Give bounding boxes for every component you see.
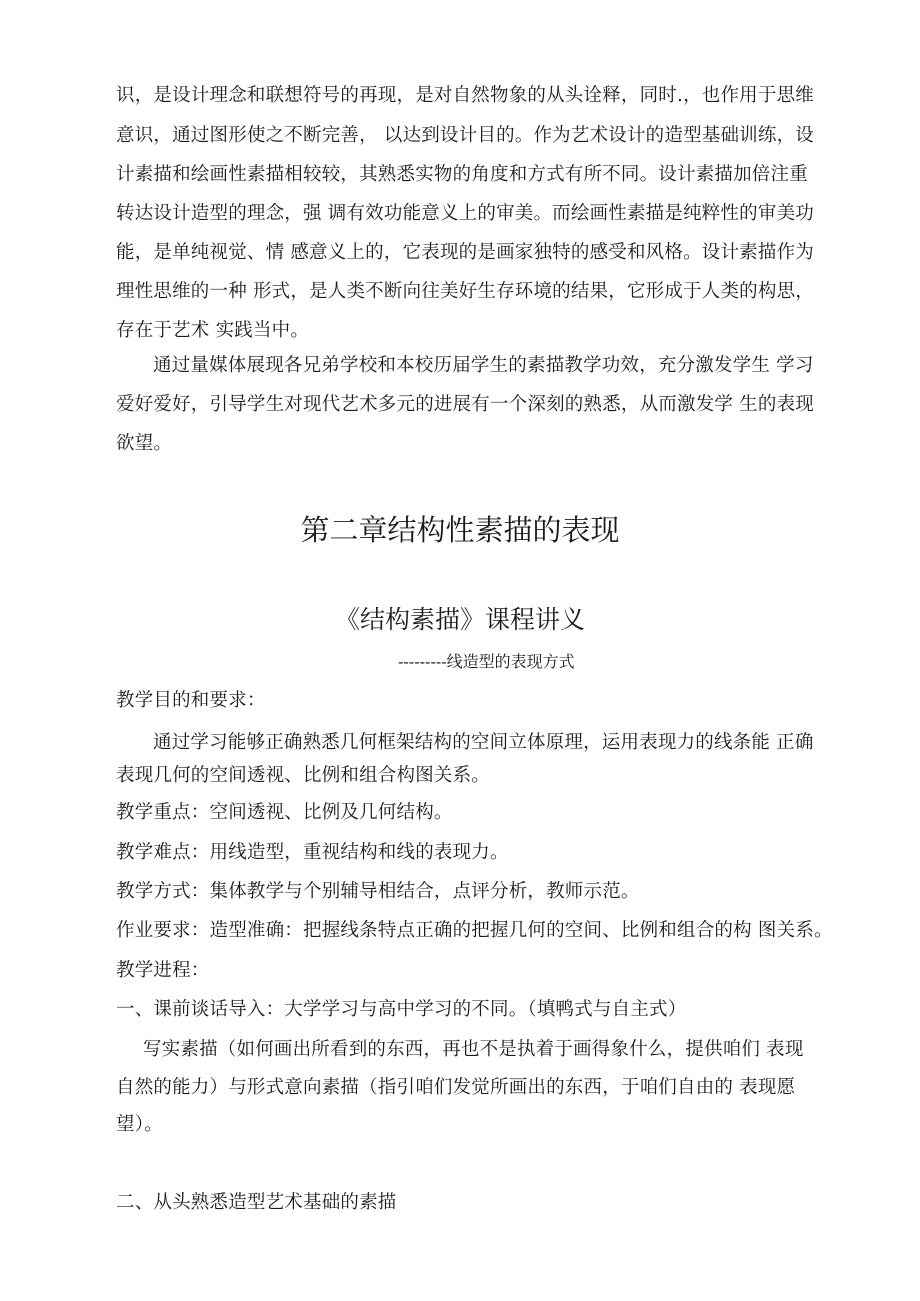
difficulties-line: 教学难点：用线造型，重视结构和线的表现力。 xyxy=(116,842,509,863)
intro-line-2: 意识，通过图形使之不断完善， 以达到设计目的。作为艺术设计的造型基础训练，设 xyxy=(116,125,814,146)
teaching-method-line: 教学方式：集体教学与个别辅导相结合，点评分析，教师示范。 xyxy=(116,881,640,902)
intro-line-9: 爱好爱好，引导学生对现代艺术多元的进展有一个深刻的熟悉，从而激发学 生的表现 xyxy=(116,394,814,415)
assignment-requirements-line: 作业要求：造型准确：把握线条特点正确的把握几何的空间、比例和组合的构 图关系。 xyxy=(116,920,833,941)
section-one-heading: 一、课前谈话导入：大学学习与高中学习的不同。（填鸭式与自主式） xyxy=(116,999,687,1020)
goals-line-1: 通过学习能够正确熟悉几何框架结构的空间立体原理，运用表现力的线条能 正确 xyxy=(153,732,814,753)
section-one-line-3: 望）。 xyxy=(116,1114,163,1135)
intro-line-10: 欲望。 xyxy=(116,433,173,454)
teaching-process-heading: 教学进程： xyxy=(116,960,210,981)
intro-line-8: 通过量媒体展现各兄弟学校和本校历届学生的素描教学功效，充分激发学生 学习 xyxy=(153,355,814,376)
course-subtitle: ---------线造型的表现方式 xyxy=(398,652,575,671)
intro-line-7: 存在于艺术 实践当中。 xyxy=(116,320,310,341)
intro-line-3: 计素描和绘画性素描相较较，其熟悉实物的角度和方式有所不同。设计素描加倍注重 xyxy=(116,164,808,185)
section-one-line-1: 写实素描（如何画出所看到的东西，再也不是执着于画得象什么，提供咱们 表现 xyxy=(143,1039,804,1060)
intro-line-6: 理性思维的一种 形式，是人类不断向往美好生存环境的结果，它形成于人类的构思， xyxy=(116,281,814,302)
chapter-title: 第二章结构性素描的表现 xyxy=(300,513,620,547)
section-one-line-2: 自然的能力）与形式意向素描（指引咱们发觉所画出的东西，于咱们自由的 表现愿 xyxy=(116,1077,796,1098)
course-title: 《结构素描》课程讲义 xyxy=(334,605,585,634)
section-two-heading: 二、从头熟悉造型艺术基础的素描 xyxy=(116,1192,397,1213)
goals-line-2: 表现几何的空间透视、比例和组合构图关系。 xyxy=(116,765,491,786)
intro-line-4: 转达设计造型的理念，强 调有效功能意义上的审美。而绘画性素描是纯粹性的审美功 xyxy=(116,203,814,224)
teaching-goals-heading: 教学目的和要求： xyxy=(116,690,266,711)
key-points-line: 教学重点：空间透视、比例及几何结构。 xyxy=(116,802,453,823)
intro-line-5: 能，是单纯视觉、情 感意义上的，它表现的是画家独特的感受和风格。设计素描作为 xyxy=(116,242,814,263)
intro-line-1: 识，是设计理念和联想符号的再现，是对自然物象的从头诠释，同时.，也作用于思维 xyxy=(116,85,814,106)
